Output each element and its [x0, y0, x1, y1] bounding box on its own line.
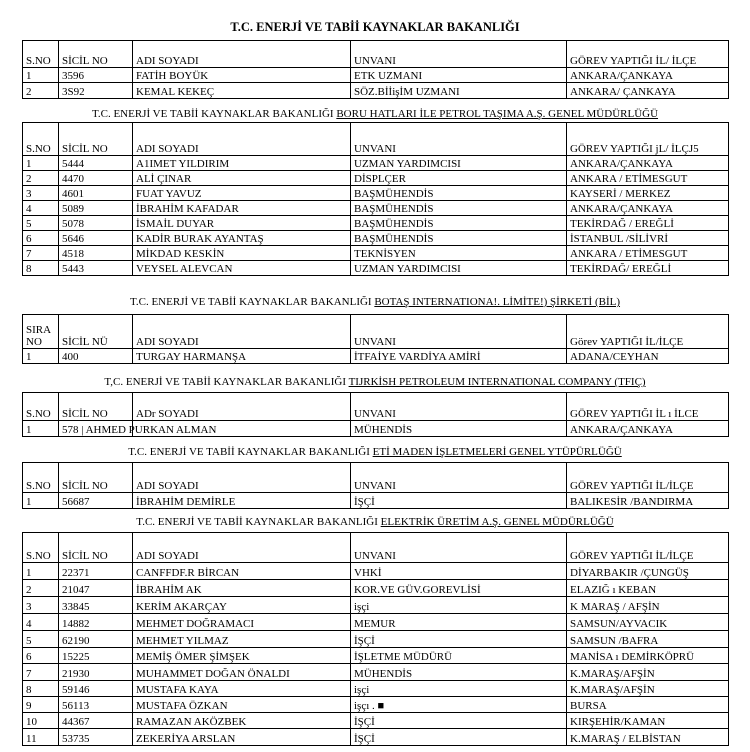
main-title [0, 20, 750, 35]
table-cell: işçi [351, 597, 567, 614]
table-cell: BAŞMÜHENDİS [351, 231, 567, 246]
table-cell: işçı . ■ [351, 697, 567, 713]
table-cell: KAYSERİ / MERKEZ [567, 186, 729, 201]
table-cell: MUHAMMET DOĞAN ÖNALDI [133, 664, 351, 681]
table-row [23, 614, 729, 631]
table-cell: ANKARA/ÇANKAYA [567, 156, 729, 171]
table-cell: 1 [23, 68, 59, 83]
column-header: UNVANI [351, 533, 567, 563]
table-cell: ANKARA/ÇANKAYA [567, 68, 729, 83]
table-row [23, 631, 729, 648]
table-cell: FUAT YAVUZ [133, 186, 351, 201]
column-header: ADI SOYADI [133, 463, 351, 493]
table-cell: SAMSUN /BAFRA [567, 631, 729, 648]
table-cell: BAŞMÜHENDİS [351, 186, 567, 201]
table-cell: MİKDAD KESKİN [133, 246, 351, 261]
section-heading-organization: ELEKTRİK ÜRETİM A.Ş. GENEL MÜDÜRLÜĞÜ [380, 516, 614, 528]
table-cell: 2 [23, 580, 59, 597]
table-cell: 53735 [59, 729, 133, 746]
table-cell: MÜHENDİS [351, 664, 567, 681]
column-header: ADr SOYADI [133, 393, 351, 421]
table-cell: K MARAŞ / AFŞİN [567, 597, 729, 614]
personnel-table-5 [22, 532, 729, 746]
table-cell: MEHMET DOĞRAMACI [133, 614, 351, 631]
table-cell: A1IMET YILDIRIM [133, 156, 351, 171]
table-row [23, 68, 729, 83]
table-cell: FATİH BOYÜK [133, 68, 351, 83]
table-cell: UZMAN YARDIMCISI [351, 156, 567, 171]
table-cell: ZEKERİYA ARSLAN [133, 729, 351, 746]
table-cell: MEMUR [351, 614, 567, 631]
table-cell: ANKARA/ ÇANKAYA [567, 83, 729, 99]
table-cell: 56113 [59, 697, 133, 713]
table-row [23, 729, 729, 746]
table-cell: UZMAN YARDIMCISI [351, 261, 567, 276]
table-cell: KADİR BURAK AYANTAŞ [133, 231, 351, 246]
column-header: S.NO [23, 393, 59, 421]
column-header: SİCİL NO [59, 393, 133, 421]
section-title-2 [0, 296, 750, 309]
table-cell: ANKARA/ÇANKAYA [567, 421, 729, 437]
table-cell: 3S92 [59, 83, 133, 99]
table-cell: 11 [23, 729, 59, 746]
table-cell: VHKİ [351, 563, 567, 580]
table-cell: 62190 [59, 631, 133, 648]
section-heading-organization: TIJRKİSH PETROLEUM INTERNATIONAL COMPANY (TFIÇ) [348, 376, 646, 388]
column-header: SİCİL NÜ [59, 315, 133, 349]
table-cell: İŞÇİ [351, 729, 567, 746]
table-cell: K.MARAŞ/AFŞİN [567, 681, 729, 697]
table-cell: VEYSEL ALEVCAN [133, 261, 351, 276]
table-cell: 5 [23, 216, 59, 231]
column-header: UNVANI [351, 463, 567, 493]
table-cell: 3 [23, 186, 59, 201]
table-cell: İTFAİYE VARDİYA AMİRİ [351, 349, 567, 364]
table-row [23, 580, 729, 597]
table-row [23, 246, 729, 261]
column-header: GÖREV YAPTIĞI jL/ İLÇJ5 [567, 123, 729, 156]
table-cell: DİSPLÇER [351, 171, 567, 186]
table-cell: ANKARA / ETİMESGUT [567, 171, 729, 186]
column-header: GÖREV YAPTIĞI İL/İLÇE [567, 463, 729, 493]
table-row [23, 648, 729, 664]
section-heading-organization: ETİ MADEN İŞLETMELERİ GENEL YTÜPÜRLÜĞÜ [372, 446, 622, 458]
table-cell: 1 [23, 156, 59, 171]
table-cell: 5444 [59, 156, 133, 171]
table-cell: İSMAİL DUYAR [133, 216, 351, 231]
table-row [23, 231, 729, 246]
table-header-row [23, 533, 729, 563]
table-cell: İBRAHİM KAFADAR [133, 201, 351, 216]
table-row [23, 493, 729, 509]
column-header: GÖREV YAPTIĞI İL/ İLÇE [567, 41, 729, 68]
table-cell: 578 | AHMED PURKAN ALMAN [59, 421, 133, 437]
section-heading [0, 296, 750, 309]
column-header: UNVANI [351, 123, 567, 156]
column-header: S.NO [23, 41, 59, 68]
table-cell: İŞÇİ [351, 631, 567, 648]
section-heading [0, 108, 750, 121]
section-heading-prefix: T.C. ENERJİ VE TABİİ KAYNAKLAR BAKANLIĞI [136, 516, 381, 528]
table-cell: 22371 [59, 563, 133, 580]
table-cell: İSTANBUL /SİLİVRİ [567, 231, 729, 246]
table-cell: ADANA/CEYHAN [567, 349, 729, 364]
personnel-table-0 [22, 40, 729, 99]
table-cell: 7 [23, 246, 59, 261]
table-cell: 3596 [59, 68, 133, 83]
table-row [23, 216, 729, 231]
table-row [23, 697, 729, 713]
table-cell: 5 [23, 631, 59, 648]
table-cell: MEHMET YILMAZ [133, 631, 351, 648]
table-header-row [23, 315, 729, 349]
section-heading-prefix: T.C. ENERJİ VE TABİİ KAYNAKLAR BAKANLIĞI [129, 296, 375, 308]
column-header: GÖREV YAPTIĞI İL/İLÇE [567, 533, 729, 563]
table-cell: 4601 [59, 186, 133, 201]
column-header: S.NO [23, 533, 59, 563]
table-cell: 4470 [59, 171, 133, 186]
table-row [23, 156, 729, 171]
table-header-row [23, 393, 729, 421]
table-cell: TURGAY HARMANŞA [133, 349, 351, 364]
personnel-table-4 [22, 462, 729, 509]
table-cell: TEKİRDAĞ/ EREĞLİ [567, 261, 729, 276]
table-cell: 6 [23, 648, 59, 664]
table-cell: 21047 [59, 580, 133, 597]
table-cell: SAMSUN/AYVACIK [567, 614, 729, 631]
table-header-row [23, 41, 729, 68]
table-cell: 14882 [59, 614, 133, 631]
section-title-5 [0, 516, 750, 529]
table-cell: MANİSA ı DEMİRKÖPRÜ [567, 648, 729, 664]
table-cell: MEMİŞ ÖMER ŞİMŞEK [133, 648, 351, 664]
table-cell: KEMAL KEKEÇ [133, 83, 351, 99]
table-cell: K.MARAŞ / ELBİSTAN [567, 729, 729, 746]
table-cell: 1 [23, 563, 59, 580]
table-cell: İBRAHİM DEMİRLE [133, 493, 351, 509]
table-header-row [23, 123, 729, 156]
table-cell: DİYARBAKIR /ÇUNGÜŞ [567, 563, 729, 580]
table-cell: 6 [23, 231, 59, 246]
section-heading [0, 516, 750, 529]
table-cell: 4 [23, 201, 59, 216]
page-title: T.C. ENERJİ VE TABİİ KAYNAKLAR BAKANLIĞI [230, 20, 520, 34]
table-header-row [23, 463, 729, 493]
column-header: S.NO [23, 123, 59, 156]
table-cell: TEKNİSYEN [351, 246, 567, 261]
section-heading-prefix: T.C. ENERJİ VE TABİİ KAYNAKLAR BAKANLIĞI [91, 108, 337, 120]
table-cell: ELAZIĞ ı KEBAN [567, 580, 729, 597]
personnel-table-3 [22, 392, 729, 437]
table-row [23, 421, 729, 437]
section-heading-prefix: T,C. ENERJİ VE TABİİ KAYNAKLAR BAKANLIĞI [104, 376, 349, 388]
table-row [23, 186, 729, 201]
table-row [23, 83, 729, 99]
section-heading [0, 446, 750, 459]
table-cell: MUSTAFA ÖZKAN [133, 697, 351, 713]
table-cell: CANFFDF.R BİRCAN [133, 563, 351, 580]
column-header: ADI SOYADI [133, 315, 351, 349]
section-heading-prefix: T.C. ENERJİ VE TABİİ KAYNAKLAR BAKANLIĞI [128, 446, 373, 458]
table-cell: 5646 [59, 231, 133, 246]
section-heading-organization: BOTAŞ INTERNATIONA!. LİMİTE!) ŞİRKETİ (BİL) [374, 296, 621, 308]
table-cell: İBRAHİM AK [133, 580, 351, 597]
table-cell: 8 [23, 261, 59, 276]
table-cell: ETK UZMANI [351, 68, 567, 83]
table-row [23, 681, 729, 697]
table-cell: 4518 [59, 246, 133, 261]
table-cell: 5078 [59, 216, 133, 231]
table-cell: SÖZ.BİİişİM UZMANI [351, 83, 567, 99]
table-cell: 5089 [59, 201, 133, 216]
table-cell: TEKİRDAĞ / EREĞLİ [567, 216, 729, 231]
table-cell: 10 [23, 713, 59, 729]
table-cell: 7 [23, 664, 59, 681]
table-cell: KIRŞEHİR/KAMAN [567, 713, 729, 729]
column-header: SİCİL NO [59, 463, 133, 493]
table-row [23, 349, 729, 364]
table-cell: ANKARA/ÇANKAYA [567, 201, 729, 216]
personnel-table-1 [22, 122, 729, 276]
table-cell: 1 [23, 421, 59, 437]
table-cell: 2 [23, 171, 59, 186]
table-cell: K.MARAŞ/AFŞİN [567, 664, 729, 681]
table-cell: İŞÇİ [351, 493, 567, 509]
table-cell: işçi [351, 681, 567, 697]
table-cell: 5443 [59, 261, 133, 276]
table-row [23, 261, 729, 276]
table-cell: 59146 [59, 681, 133, 697]
column-header: UNVANI [351, 315, 567, 349]
column-header: UNVANI [351, 393, 567, 421]
section-heading-organization: BORU HATLARI İLE PETROL TAŞIMA A.Ş. GENEL MÜDÜRLÜĞÜ [336, 108, 659, 120]
table-row [23, 171, 729, 186]
table-cell: 33845 [59, 597, 133, 614]
table-cell: 400 [59, 349, 133, 364]
column-header: SİCİL NO [59, 123, 133, 156]
table-cell: RAMAZAN AKÖZBEK [133, 713, 351, 729]
table-row [23, 664, 729, 681]
section-title-1 [0, 108, 750, 121]
table-cell: BURSA [567, 697, 729, 713]
table-row [23, 713, 729, 729]
table-cell: 4 [23, 614, 59, 631]
table-cell: MUSTAFA KAYA [133, 681, 351, 697]
table-cell: 1 [23, 349, 59, 364]
table-cell: İŞLETME MÜDÜRÜ [351, 648, 567, 664]
table-cell: 44367 [59, 713, 133, 729]
table-cell: BAŞMÜHENDİS [351, 201, 567, 216]
column-header: SİCİL NO [59, 41, 133, 68]
table-row [23, 563, 729, 580]
table-cell: İŞÇİ [351, 713, 567, 729]
table-cell: ANKARA / ETİMESGUT [567, 246, 729, 261]
table-row [23, 597, 729, 614]
table-cell: ALİ ÇINAR [133, 171, 351, 186]
table-cell: 8 [23, 681, 59, 697]
table-cell: KERİM AKARÇAY [133, 597, 351, 614]
table-cell: 2 [23, 83, 59, 99]
table-cell: 9 [23, 697, 59, 713]
table-cell: MÜHENDİS [351, 421, 567, 437]
column-header: UNVANI [351, 41, 567, 68]
section-title-3 [0, 376, 750, 389]
column-header: Görev YAPTIĞI İL/İLÇE [567, 315, 729, 349]
table-cell: BAŞMÜHENDİS [351, 216, 567, 231]
section-title-4 [0, 446, 750, 459]
table-cell: 3 [23, 597, 59, 614]
personnel-table-2 [22, 314, 729, 364]
column-header: ADI SOYADI [133, 123, 351, 156]
column-header: S.NO [23, 463, 59, 493]
column-header: GÖREV YAPTIĞI İL ı İLCE [567, 393, 729, 421]
column-header: ADI SOYADI [133, 41, 351, 68]
table-cell: BALIKESİR /BANDIRMA [567, 493, 729, 509]
column-header: SIRA NO [23, 315, 59, 349]
column-header: SİCİL NO [59, 533, 133, 563]
table-cell: 1 [23, 493, 59, 509]
table-cell: 56687 [59, 493, 133, 509]
table-row [23, 201, 729, 216]
section-heading [0, 376, 750, 389]
table-cell: 21930 [59, 664, 133, 681]
table-cell: KOR.VE GÜV.GOREVLİSİ [351, 580, 567, 597]
column-header: ADI SOYADI [133, 533, 351, 563]
table-cell: 15225 [59, 648, 133, 664]
